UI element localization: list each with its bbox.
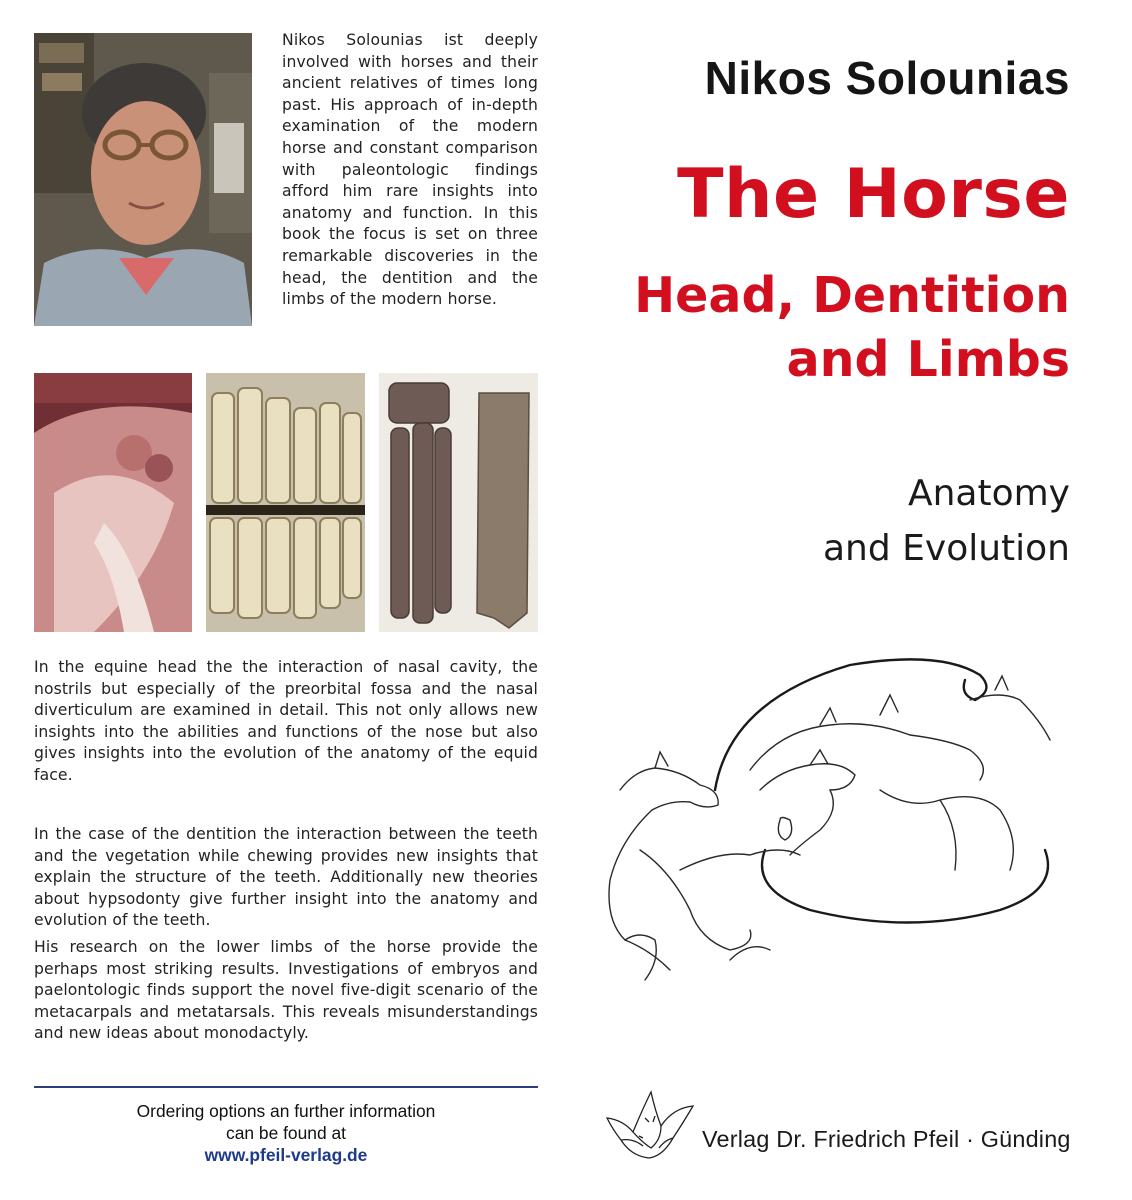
dentition-paragraph: In the case of the dentition the interaction between the teeth and the vegetation while chewing provides new insights that explain the structure of the teeth. Additionally new theories about hypsodonty give further insight into the anatomy and evolution of the teeth. (34, 825, 538, 930)
cover-tagline-line-1: Anatomy (907, 473, 1070, 514)
horses-line-drawing (580, 640, 1080, 1010)
cover-subtitle-line-1: Head, Dentition (634, 267, 1070, 324)
head-section-photo (34, 373, 192, 632)
cover-title: The Horse (677, 155, 1070, 234)
publisher-name: Verlag Dr. Friedrich Pfeil · Günding (702, 1126, 1071, 1152)
divider-rule (34, 1086, 538, 1088)
ordering-line-2: can be found at (226, 1123, 346, 1143)
cover-subtitle (634, 264, 1070, 392)
author-photo (34, 33, 252, 326)
cover-tagline (823, 466, 1070, 576)
author-bio: Nikos Solounias ist deeply involved with horses and their ancient relatives of times long past. His approach of in-depth examination of the modern horse and constant comparison with paleontologic findings afford him rare insights into anatomy and function. In this book the focus is set on three remarkable discoveries in the head, the dentition and the limbs of the modern horse. (282, 31, 538, 309)
cover-author-name: Nikos Solounias (704, 52, 1070, 104)
cover-tagline-line-2: and Evolution (822, 528, 1070, 569)
ordering-line-1: Ordering options an further information (136, 1101, 436, 1121)
dentition-photo (206, 373, 365, 632)
limb-bones-photo (379, 373, 538, 632)
limbs-paragraph: His research on the lower limbs of the horse provide the perhaps most striking results. Investigations of embryos and paelontologic finds support the novel five-digit scenario of the metacarpals and metatarsals. This reveals misunderstandings and new ideas about monodactyly. (34, 938, 538, 1043)
ordering-info (34, 1100, 538, 1166)
cover-subtitle-line-2: and Limbs (786, 331, 1070, 388)
head-paragraph: In the equine head the the interaction of nasal cavity, the nostrils but especially of the preorbital fossa and the nasal diverticulum are examined in detail. This not only allows new insights into the abilities and functions of the nose but also gives insights into the evolution of the anatomy of the equid face. (34, 658, 538, 784)
publisher-logo (603, 1088, 697, 1162)
publisher-website-link[interactable]: www.pfeil-verlag.de (204, 1145, 368, 1165)
